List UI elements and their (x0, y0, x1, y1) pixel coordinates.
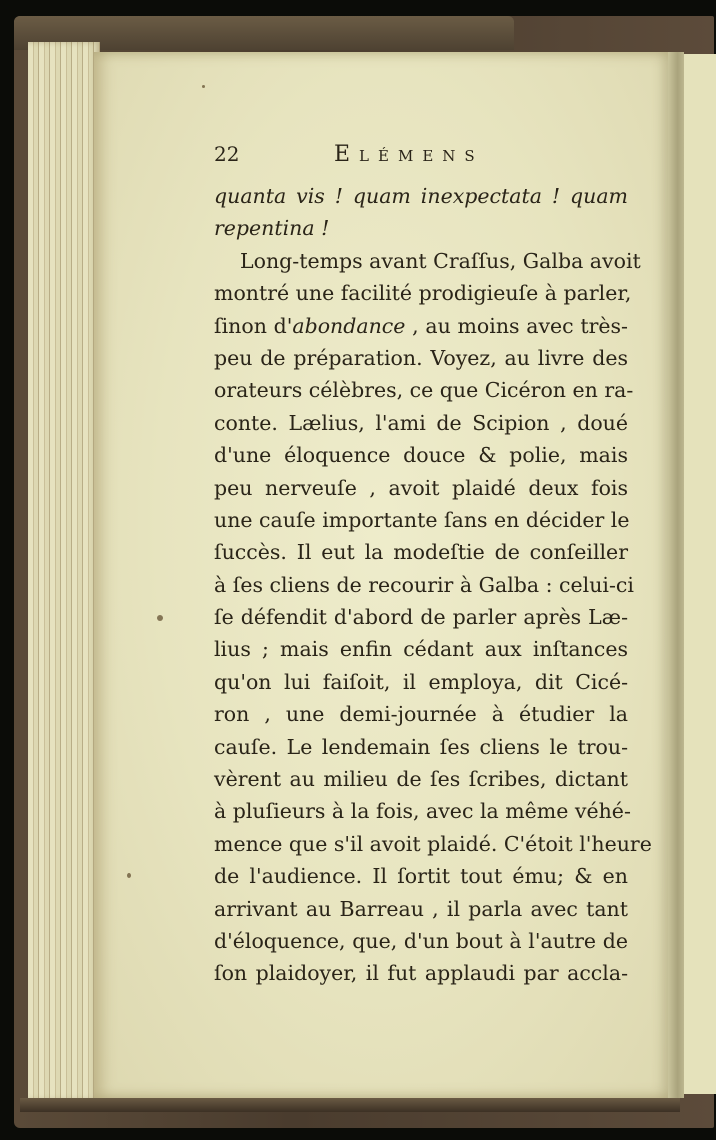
text-line: cauſe. Le lendemain ſes cliens le trou- (214, 734, 628, 759)
facing-page-edge (684, 54, 716, 1094)
italic-term: abondance (292, 313, 406, 338)
text-line: à ſes cliens de recourir à Galba : celui-ci (214, 572, 634, 597)
text-line: ſinon d'abondance , au moins avec très- (214, 313, 628, 338)
text-line: mence que s'il avoit plaidé. C'étoit l'heure (214, 831, 652, 856)
page-number: 22 (214, 142, 240, 166)
running-title: Elémens (334, 142, 484, 167)
text-line: repentina ! (214, 216, 330, 241)
foxing-spot (127, 873, 131, 878)
text-line: d'une éloquence douce & polie, mais (214, 443, 628, 468)
page-edges (28, 42, 100, 1100)
text-line: lius ; mais enfin cédant aux inſtances (214, 637, 628, 662)
text-line: qu'on lui faiſoit, il employa, dit Cicé- (214, 669, 628, 694)
body-text (214, 180, 652, 990)
foxing-spot (202, 85, 205, 88)
text-line: ſuccès. Il eut la modeſtie de conſeiller (214, 540, 628, 565)
text-line: peu de préparation. Voyez, au livre des (214, 345, 628, 370)
text-line: d'éloquence, que, d'un bout à l'autre de (214, 928, 628, 953)
text-line: peu nerveuſe , avoit plaidé deux fois (214, 475, 628, 500)
text-line: quanta vis ! quam inexpectata ! quam (214, 184, 628, 208)
running-head (214, 142, 628, 180)
text-line: vèrent au milieu de ſes ſcribes, dictant (214, 767, 628, 792)
text-line: Long-temps avant Craſſus, Galba avoit (240, 248, 641, 273)
text-line: ſe défendit d'abord de parler après Læ- (214, 605, 628, 630)
text-line: à pluſieurs à la fois, avec la même véhé- (214, 799, 631, 824)
cover-bottom-edge (20, 1098, 680, 1112)
text-line: une cauſe importante ſans en décider le (214, 507, 630, 532)
text-line: ron , une demi-journée à étudier la (214, 702, 628, 727)
text-line: conte. Lælius, l'ami de Scipion , doué (214, 410, 628, 435)
text-line: de l'audience. Il ſortit tout ému; & en (214, 864, 628, 889)
text-line: orateurs célèbres, ce que Cicéron en ra- (214, 378, 634, 403)
text-line: arrivant au Barreau , il parla avec tant (214, 896, 628, 921)
gutter (668, 52, 684, 1098)
text-line: ſon plaidoyer, il fut applaudi par accla- (214, 961, 628, 986)
text-block (214, 142, 652, 990)
foxing-spot (157, 615, 163, 621)
text-line: montré une facilité prodigieuſe à parler, (214, 281, 632, 306)
